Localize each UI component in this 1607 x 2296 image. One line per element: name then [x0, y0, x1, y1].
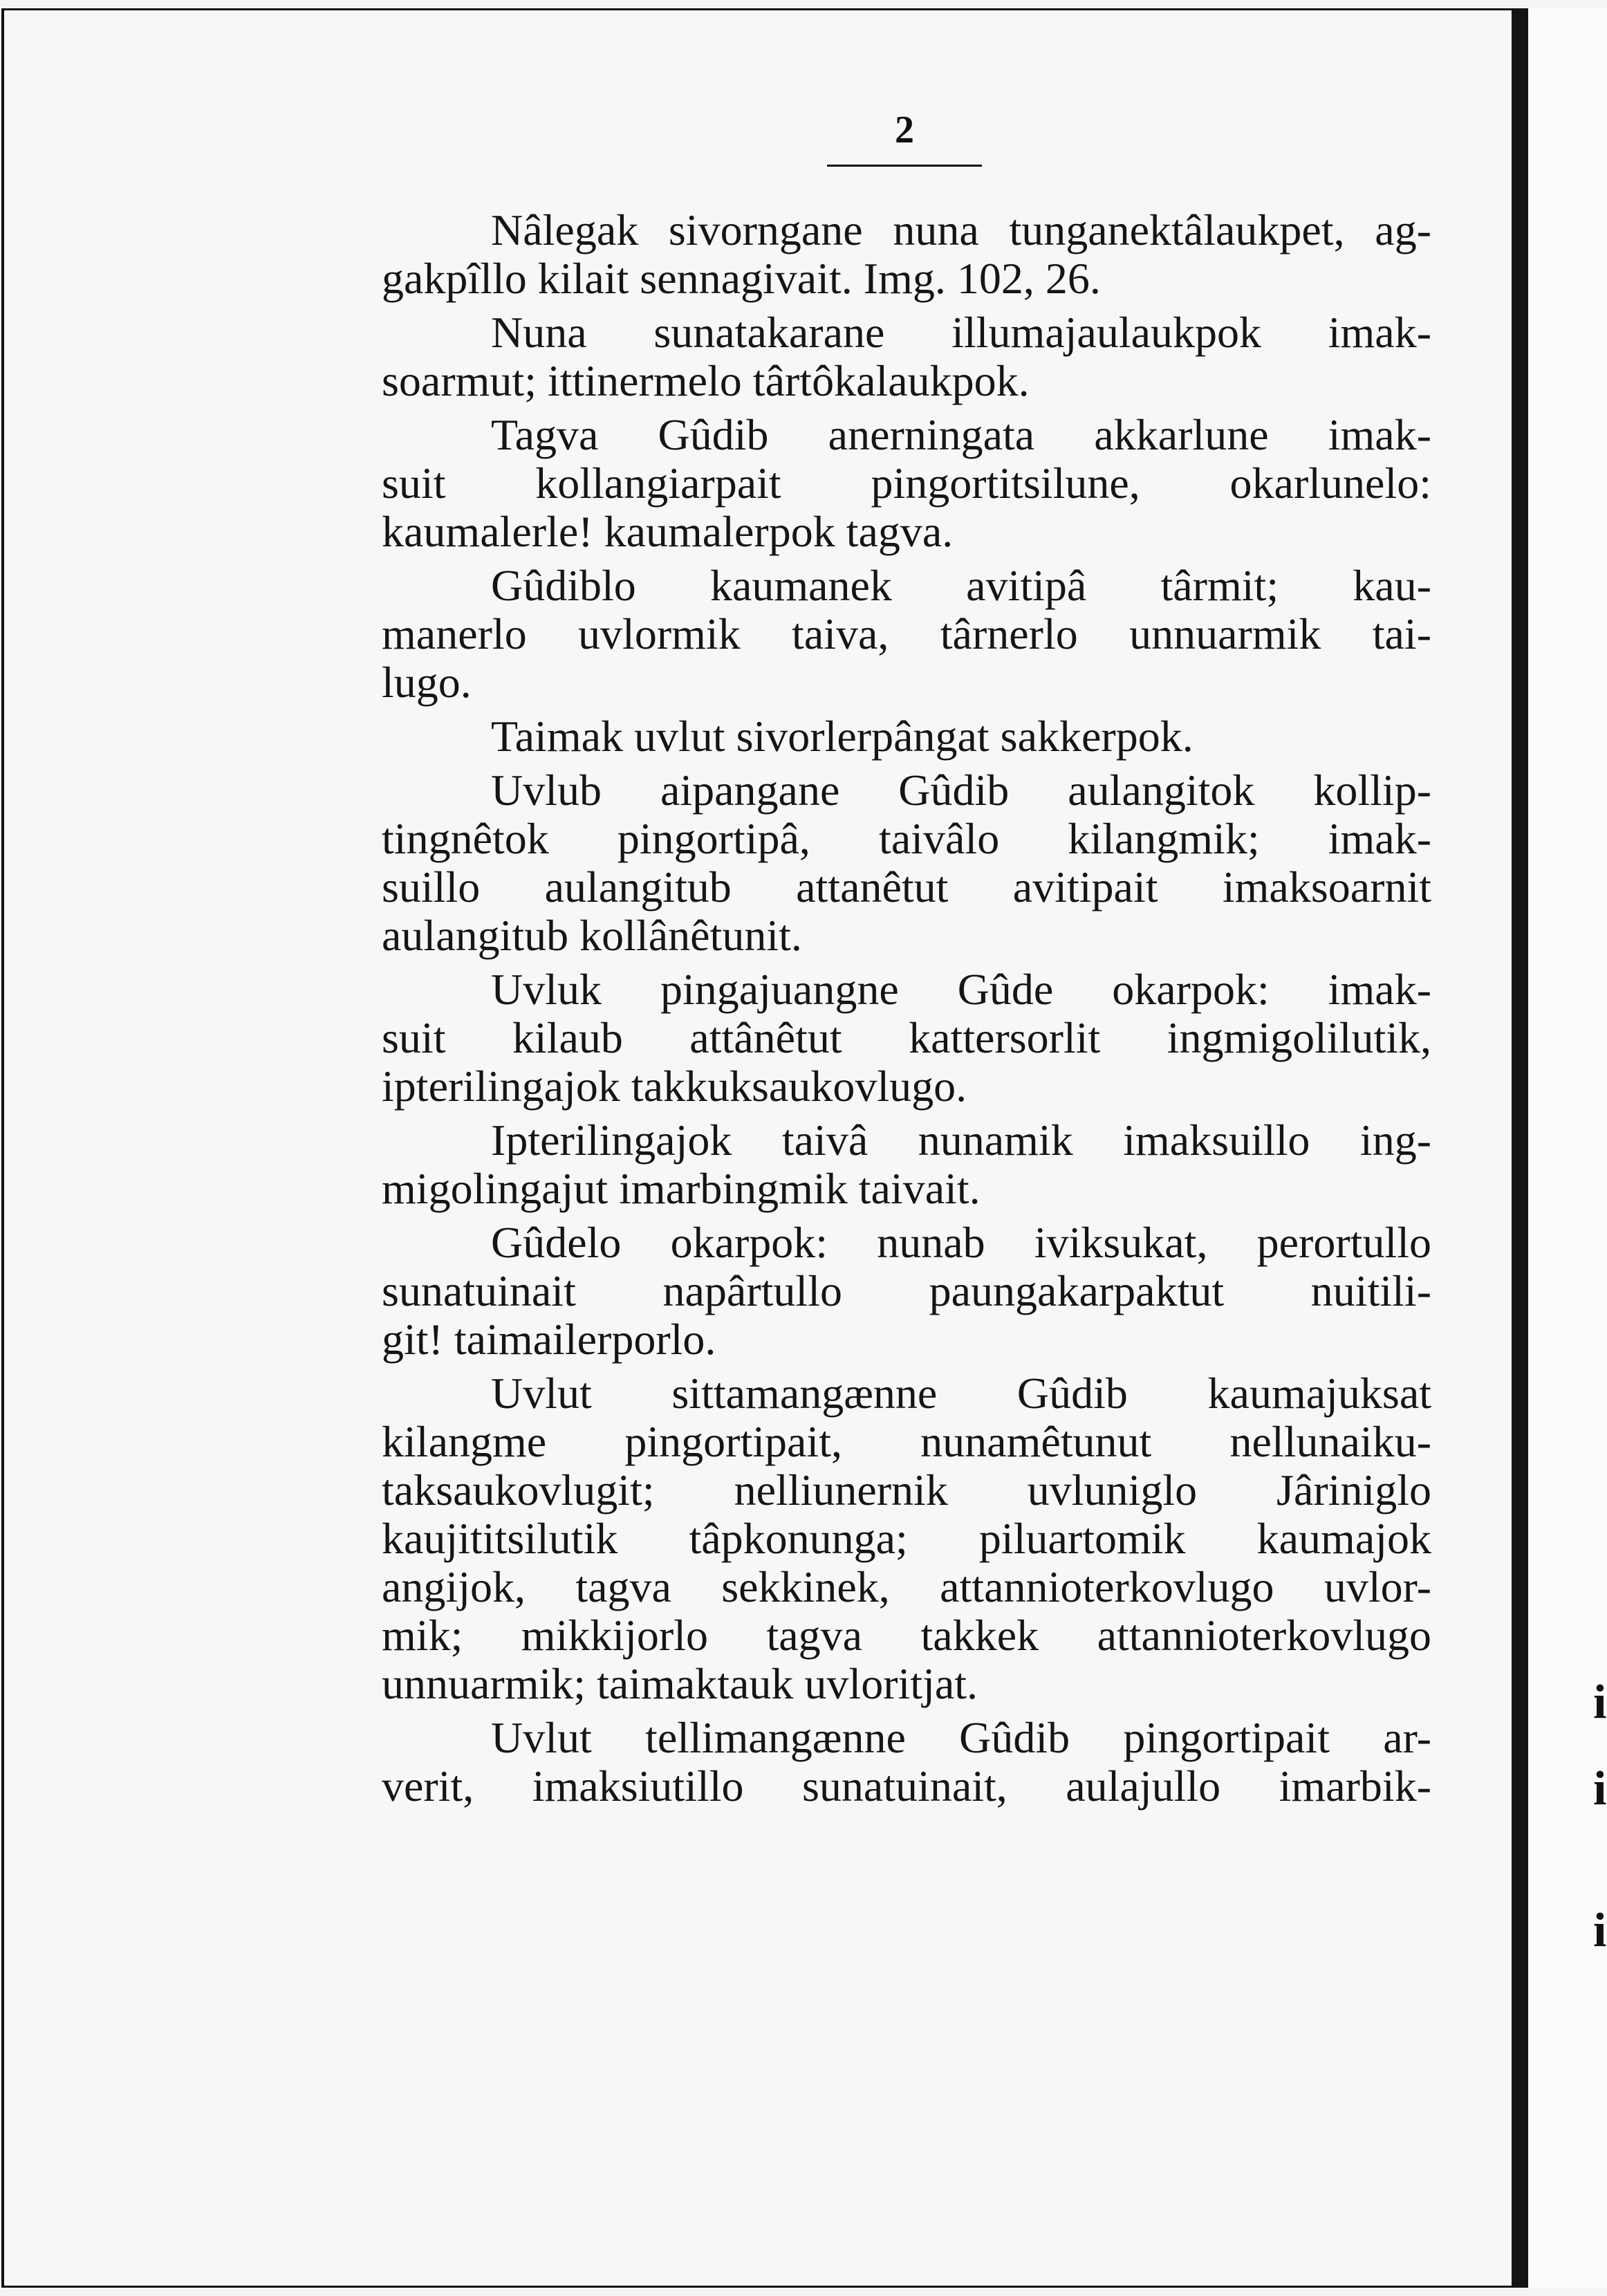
text-line: sunatuinait napârtullo paungakarpaktut nuitili-: [382, 1266, 1431, 1315]
edge-letter: i: [1593, 1762, 1607, 1815]
edge-letter: i: [1593, 1904, 1607, 1957]
text-line: kaujititsilutik tâpkonunga; piluartomik kaumajok: [382, 1514, 1431, 1563]
text-line: manerlo uvlormik taiva, târnerlo unnuarmik tai-: [382, 609, 1431, 658]
paragraph: [382, 965, 1431, 1111]
paragraph: [382, 1116, 1431, 1213]
paragraph: [382, 308, 1431, 405]
text-line: mik; mikkijorlo tagva takkek attannioterkovlugo: [382, 1611, 1431, 1660]
text-line: migolingajut imarbingmik taivait.: [382, 1164, 981, 1213]
text-line: Uvlut sittamangænne Gûdib kaumajuksat: [491, 1369, 1431, 1418]
page-number: 2: [895, 109, 914, 151]
paragraph: [382, 562, 1431, 707]
paragraph: [382, 1219, 1431, 1364]
text-line: Nuna sunatakarane illumajaulaukpok imak-: [491, 308, 1431, 357]
body-text: [382, 206, 1431, 1816]
text-line: Gûdiblo kaumanek avitipâ târmit; kau-: [491, 561, 1431, 610]
text-line: git! taimailerporlo.: [382, 1315, 716, 1364]
text-line: angijok, tagva sekkinek, attannioterkovlugo uvlor-: [382, 1562, 1431, 1611]
paragraph: [382, 712, 1431, 761]
text-line: lugo.: [382, 658, 472, 707]
text-line: tingnêtok pingortipâ, taivâlo kilangmik; imak-: [382, 814, 1431, 863]
text-line: suit kollangiarpait pingortitsilune, okarlunelo:: [382, 459, 1431, 508]
paragraph: [382, 1369, 1431, 1708]
text-line: Nâlegak sivorngane nuna tunganektâlaukpet, ag-: [491, 205, 1431, 254]
next-page-edge: [1528, 8, 1607, 2288]
text-line: gakpîllo kilait sennagivait. Img. 102, 26.: [382, 254, 1101, 303]
text-line: soarmut; ittinermelo târtôkalaukpok.: [382, 356, 1030, 405]
text-line: kilangme pingortipait, nunamêtunut nellunaiku-: [382, 1417, 1431, 1466]
paragraph: [382, 766, 1431, 960]
paragraph: [382, 411, 1431, 556]
text-line: Uvlut tellimangænne Gûdib pingortipait ar-: [491, 1713, 1431, 1762]
text-line: unnuarmik; taimaktauk uvloritjat.: [382, 1659, 978, 1708]
text-line: verit, imaksiutillo sunatuinait, aulajullo imarbik-: [382, 1761, 1431, 1811]
paragraph: [382, 206, 1431, 303]
text-line: Tagva Gûdib anerningata akkarlune imak-: [491, 410, 1431, 459]
text-line: Gûdelo okarpok: nunab iviksukat, perortullo: [491, 1218, 1431, 1267]
text-line: Ipterilingajok taivâ nunamik imaksuillo ing-: [491, 1115, 1431, 1165]
page-number-rule: [827, 165, 982, 167]
paragraph: [382, 1714, 1431, 1811]
binding-edge-shadow: [1512, 8, 1528, 2288]
text-line: aulangitub kollânêtunit.: [382, 911, 802, 960]
text-line: Uvlub aipangane Gûdib aulangitok kollip-: [491, 766, 1431, 815]
edge-letter: i: [1593, 1676, 1607, 1729]
text-line: suit kilaub attânêtut kattersorlit ingmigolilutik,: [382, 1013, 1431, 1062]
text-line: ipterilingajok takkuksaukovlugo.: [382, 1062, 967, 1111]
text-line: taksaukovlugit; nelliunernik uvluniglo Jâriniglo: [382, 1465, 1431, 1515]
text-line: kaumalerle! kaumalerpok tagva.: [382, 507, 954, 556]
text-line: Uvluk pingajuangne Gûde okarpok: imak-: [491, 965, 1431, 1014]
text-line: Taimak uvlut sivorlerpângat sakkerpok.: [491, 712, 1193, 761]
text-line: suillo aulangitub attanêtut avitipait imaksoarnit: [382, 862, 1431, 911]
